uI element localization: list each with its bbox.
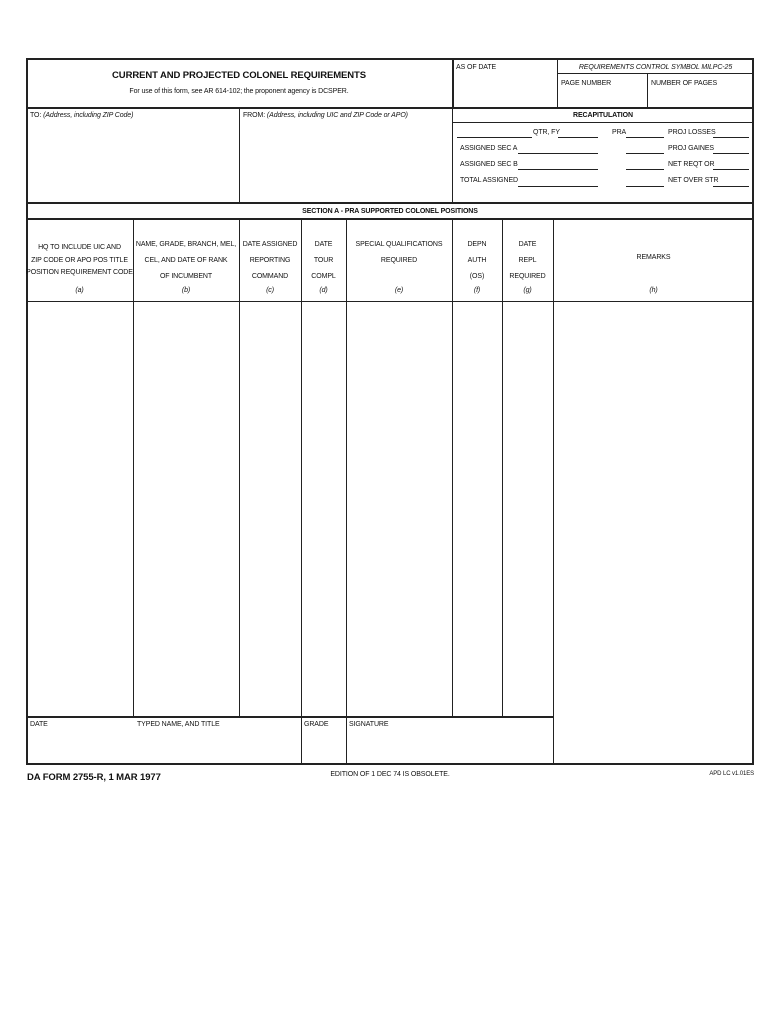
to-from-divider — [239, 107, 240, 202]
col-c-line-3: COMMAND — [251, 273, 289, 280]
page-number-label: PAGE NUMBER — [561, 80, 612, 87]
form-id: DA FORM 2755-R, 1 MAR 1977 — [27, 772, 161, 783]
form-title: CURRENT AND PROJECTED COLONEL REQUIREMENTS — [112, 70, 366, 81]
sec-b-underline — [518, 169, 598, 170]
net-over-underline — [713, 186, 749, 187]
net-reqt-or-label: NET REQT OR — [668, 161, 715, 168]
data-entry-area[interactable] — [28, 303, 552, 715]
signature-top-line — [26, 716, 554, 718]
page-divider — [647, 73, 648, 107]
col-c-line-1: DATE ASSIGNED — [242, 241, 298, 248]
col-e-line-1: SPECIAL QUALIFICATIONS — [355, 241, 443, 248]
col-header-c — [239, 237, 301, 285]
to-hint: (Address, including ZIP Code) — [43, 112, 134, 119]
col-a-line-2: ZIP CODE OR APO POS TITLE — [31, 256, 128, 264]
from-hint: (Address, including UIC and ZIP Code or APO) — [266, 112, 408, 119]
total-underline — [518, 186, 598, 187]
version-note: APD LC v1.01ES — [709, 771, 754, 777]
sec-a-underline — [518, 153, 598, 154]
col-c-line-2: REPORTING — [249, 257, 291, 264]
grade-label: GRADE — [304, 721, 329, 728]
from-address-field[interactable] — [241, 122, 451, 200]
col-header-b — [133, 237, 239, 285]
control-symbol-line — [557, 73, 754, 74]
proj-losses-label: PROJ LOSSES — [668, 129, 716, 136]
qtr-fy-underline — [457, 137, 532, 138]
col-letter-h: (h) — [649, 287, 658, 294]
signature-label: SIGNATURE — [349, 721, 389, 728]
to-address-label — [30, 111, 133, 120]
col-f-line-1: DEPN — [467, 241, 487, 248]
col-header-f — [452, 237, 502, 285]
net-over-str-label: NET OVER STR — [668, 177, 719, 184]
sec-b-pra-underline — [626, 169, 664, 170]
from-label: FROM: — [243, 112, 266, 119]
number-of-pages-label: NUMBER OF PAGES — [651, 80, 718, 87]
col-a-line-1: HQ TO INCLUDE UIC AND — [38, 244, 121, 251]
from-address-label — [243, 111, 408, 120]
pra-underline — [626, 137, 664, 138]
proj-gaines-underline — [713, 153, 749, 154]
col-header-h — [553, 253, 754, 262]
column-header-line — [26, 301, 754, 302]
col-f-line-2: AUTH — [467, 257, 487, 264]
col-a-line-3: POSITION REQUIREMENT CODE — [26, 269, 133, 276]
header-divider — [452, 58, 454, 107]
col-letter-d: (d) — [319, 287, 328, 294]
sec-a-pra-underline — [626, 153, 664, 154]
total-pra-underline — [626, 186, 664, 187]
to-address-field[interactable] — [28, 122, 238, 200]
col-letter-a: (a) — [75, 287, 84, 294]
col-letter-f: (f) — [473, 287, 481, 294]
assigned-sec-a-label: ASSIGNED SEC A — [460, 145, 518, 152]
pra-label: PRA — [612, 129, 627, 136]
recap-title: RECAPITULATION — [573, 112, 633, 119]
col-d-line-3: COMPL — [311, 273, 336, 280]
col-header-d — [301, 237, 346, 285]
total-assigned-label: TOTAL ASSIGNED — [460, 177, 518, 184]
col-header-e — [346, 237, 452, 269]
header-bottom-line — [26, 107, 754, 109]
col-b-line-2: CEL, AND DATE OF RANK — [144, 257, 228, 264]
recap-title-line — [452, 122, 754, 123]
assigned-sec-b-label: ASSIGNED SEC B — [460, 161, 518, 168]
col-letter-c: (c) — [266, 287, 274, 294]
remarks-entry-area[interactable] — [555, 303, 752, 763]
col-d-line-2: TOUR — [313, 257, 334, 264]
section-a-top-line — [26, 202, 754, 204]
col-e-line-2: REQUIRED — [380, 257, 418, 264]
col-f-line-3: (OS) — [469, 273, 485, 280]
col-header-g — [502, 237, 553, 285]
col-letter-b: (b) — [181, 287, 191, 294]
col-letter-g: (g) — [523, 287, 532, 294]
net-reqt-underline — [713, 169, 749, 170]
qtr-fy-value-underline — [558, 137, 598, 138]
section-a-title: SECTION A - PRA SUPPORTED COLONEL POSITIONS — [302, 208, 478, 215]
date-label: DATE — [30, 721, 48, 728]
col-g-line-3: REQUIRED — [509, 273, 546, 280]
as-of-date-label: AS OF DATE — [456, 64, 497, 71]
col-g-line-2: REPL — [518, 257, 537, 264]
col-h-line-1: REMARKS — [636, 254, 671, 261]
col-b-line-3: OF INCUMBENT — [159, 273, 213, 280]
col-header-a — [26, 242, 133, 280]
section-a-bottom-line — [26, 218, 754, 220]
col-letter-e: (e) — [394, 287, 404, 294]
qtr-fy-label: QTR, FY — [533, 129, 560, 136]
edition-note: EDITION OF 1 DEC 74 IS OBSOLETE. — [330, 771, 450, 778]
control-symbol: REQUIREMENTS CONTROL SYMBOL MILPC-25 — [578, 64, 733, 71]
col-b-line-1: NAME, GRADE, BRANCH, MEL, — [135, 241, 237, 248]
proj-gaines-label: PROJ GAINES — [668, 145, 714, 152]
col-g-line-1: DATE — [518, 241, 537, 248]
typed-name-label: TYPED NAME, AND TITLE — [137, 721, 220, 728]
proj-losses-underline — [713, 137, 749, 138]
to-label: TO: — [30, 112, 42, 119]
col-d-line-1: DATE — [314, 241, 333, 248]
form-subtitle: For use of this form, see AR 614-102; the proponent agency is DCSPER. — [129, 88, 349, 95]
